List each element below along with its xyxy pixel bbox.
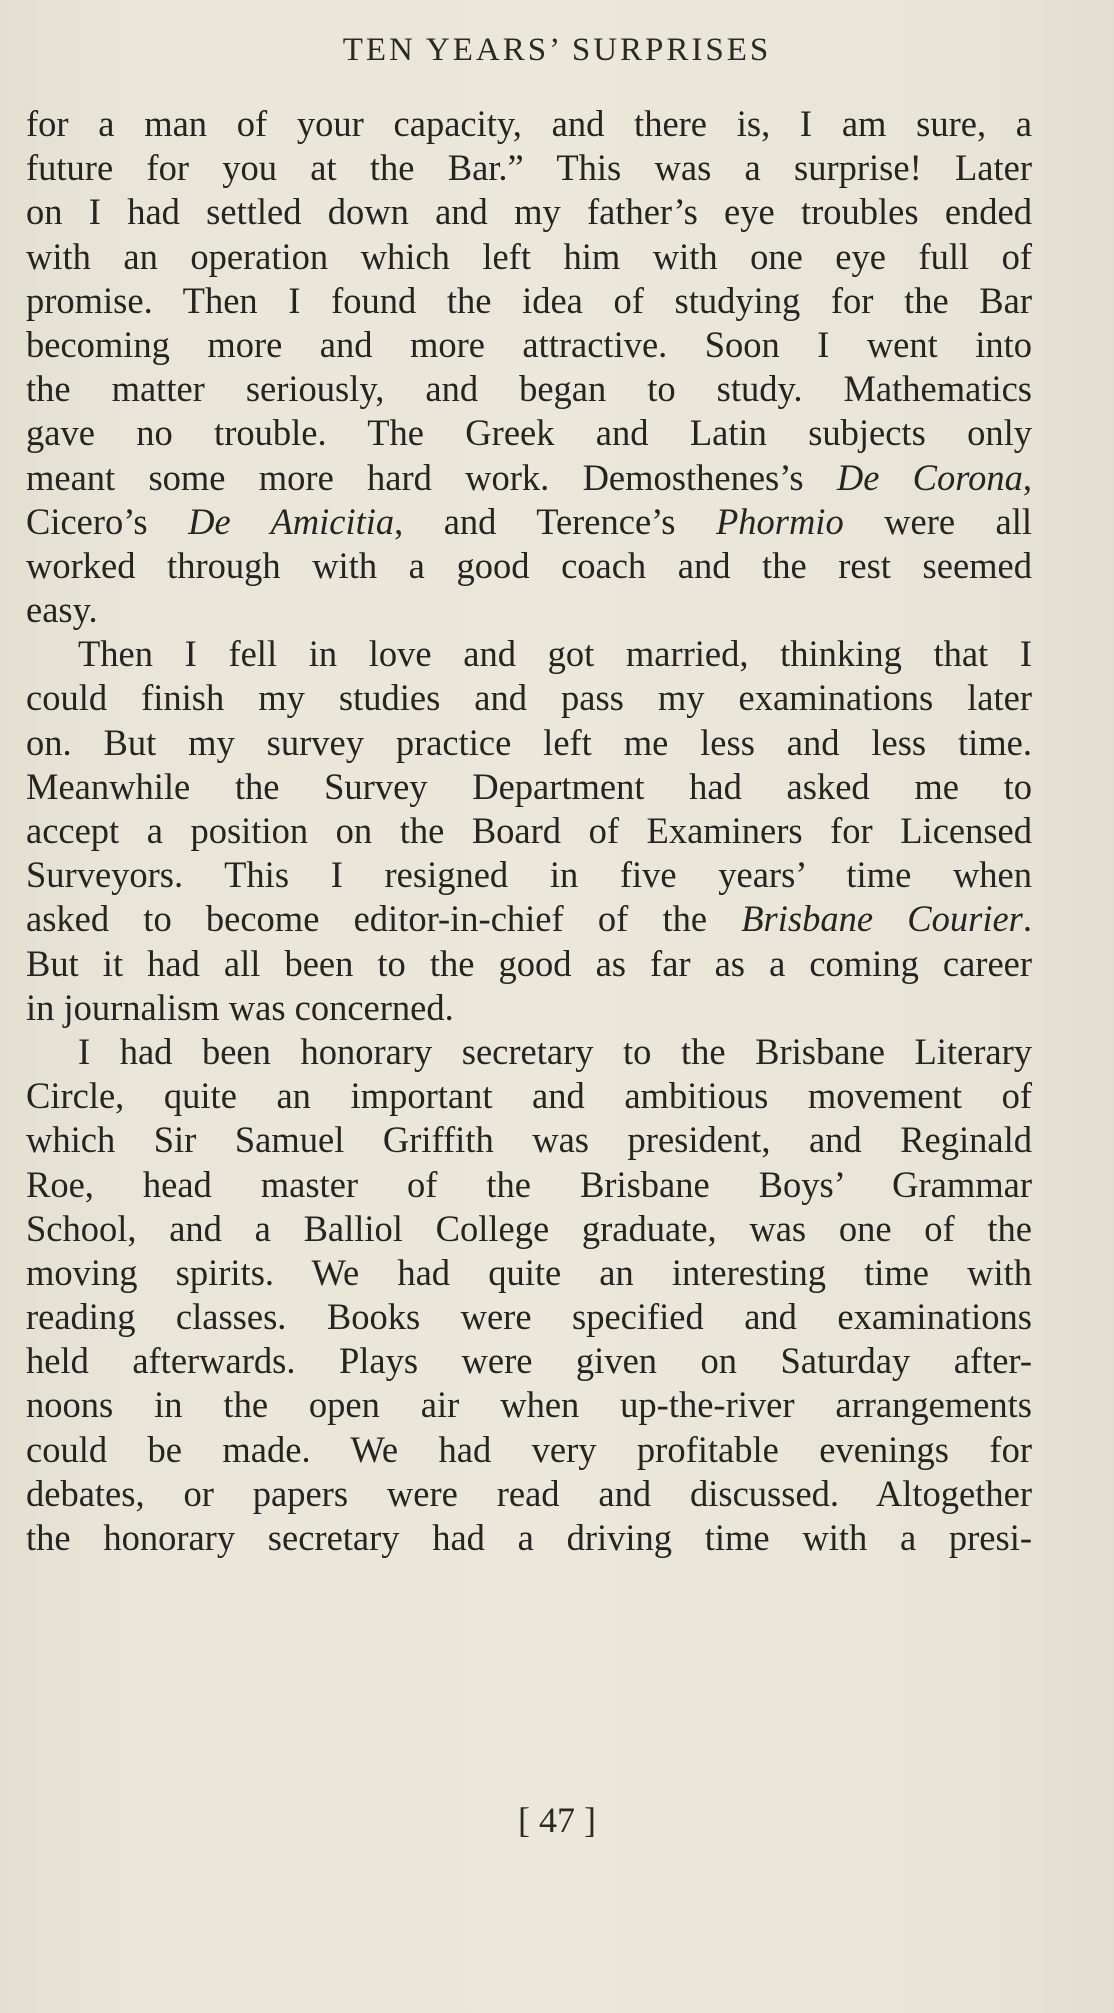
text-line: asked to become editor-in-chief of the Brisbane Courier. <box>26 898 1032 940</box>
body-text <box>26 102 1032 1560</box>
text-line: the matter seriously, and began to study. Mathematics <box>26 368 1032 410</box>
text-line: on I had settled down and my father’s eye troubles ended <box>26 191 1032 233</box>
text-line: accept a position on the Board of Examiners for Licensed <box>26 810 1032 851</box>
text-line: reading classes. Books were specified and examinations <box>26 1296 1032 1338</box>
text-line: Then I fell in love and got married, thinking that I <box>78 633 1032 675</box>
text-line: with an operation which left him with one eye full of <box>26 235 1032 277</box>
text-line: for a man of your capacity, and there is, I am sure, a <box>26 103 1032 144</box>
text-line: in journalism was concerned. <box>26 986 454 1028</box>
text-line: Meanwhile the Survey Department had asked me to <box>26 765 1032 807</box>
running-head: TEN YEARS’ SURPRISES <box>342 32 772 68</box>
text-line: the honorary secretary had a driving time with a presi- <box>26 1517 1032 1558</box>
text-line: debates, or papers were read and discussed. Altogether <box>26 1472 1032 1514</box>
text-line: But it had all been to the good as far as a coming career <box>26 942 1032 984</box>
italic-title: Phormio <box>715 500 844 542</box>
text-line: noons in the open air when up-the-river arrangements <box>26 1384 1032 1426</box>
text-line: worked through with a good coach and the rest seemed <box>26 544 1032 586</box>
text-line: meant some more hard work. Demosthenes’s De Corona, <box>26 456 1032 498</box>
text-line: I had been honorary secretary to the Brisbane Literary <box>78 1030 1032 1072</box>
text-line: on. But my survey practice left me less and less time. <box>26 721 1032 763</box>
text-line: held afterwards. Plays were given on Saturday after- <box>26 1340 1032 1382</box>
text-line: could be made. We had very profitable evenings for <box>26 1428 1032 1470</box>
text-line: School, and a Balliol College graduate, was one of the <box>26 1207 1032 1249</box>
text-line: could finish my studies and pass my examinations later <box>26 677 1032 719</box>
italic-title: Brisbane Courier <box>741 898 1023 940</box>
page-number: [ 47 ] <box>518 1800 596 1840</box>
text-line: which Sir Samuel Griffith was president, and Reginald <box>26 1119 1032 1161</box>
text-line: easy. <box>26 589 98 631</box>
text-line: Surveyors. This I resigned in five years’ time when <box>26 854 1032 896</box>
text-line: Roe, head master of the Brisbane Boys’ Grammar <box>26 1163 1032 1205</box>
text-line: Cicero’s De Amicitia, and Terence’s Phormio were all <box>26 500 1033 542</box>
text-line: gave no trouble. The Greek and Latin subjects only <box>26 412 1032 454</box>
italic-title: De Amicitia <box>188 500 395 542</box>
text-line: future for you at the Bar.” This was a surprise! Later <box>26 147 1032 189</box>
text-line: promise. Then I found the idea of studying for the Bar <box>26 279 1032 321</box>
italic-title: De Corona <box>836 456 1023 498</box>
text-line: becoming more and more attractive. Soon I went into <box>26 323 1032 365</box>
text-line: moving spirits. We had quite an interesting time with <box>26 1251 1032 1293</box>
text-line: Circle, quite an important and ambitious movement of <box>26 1075 1032 1117</box>
